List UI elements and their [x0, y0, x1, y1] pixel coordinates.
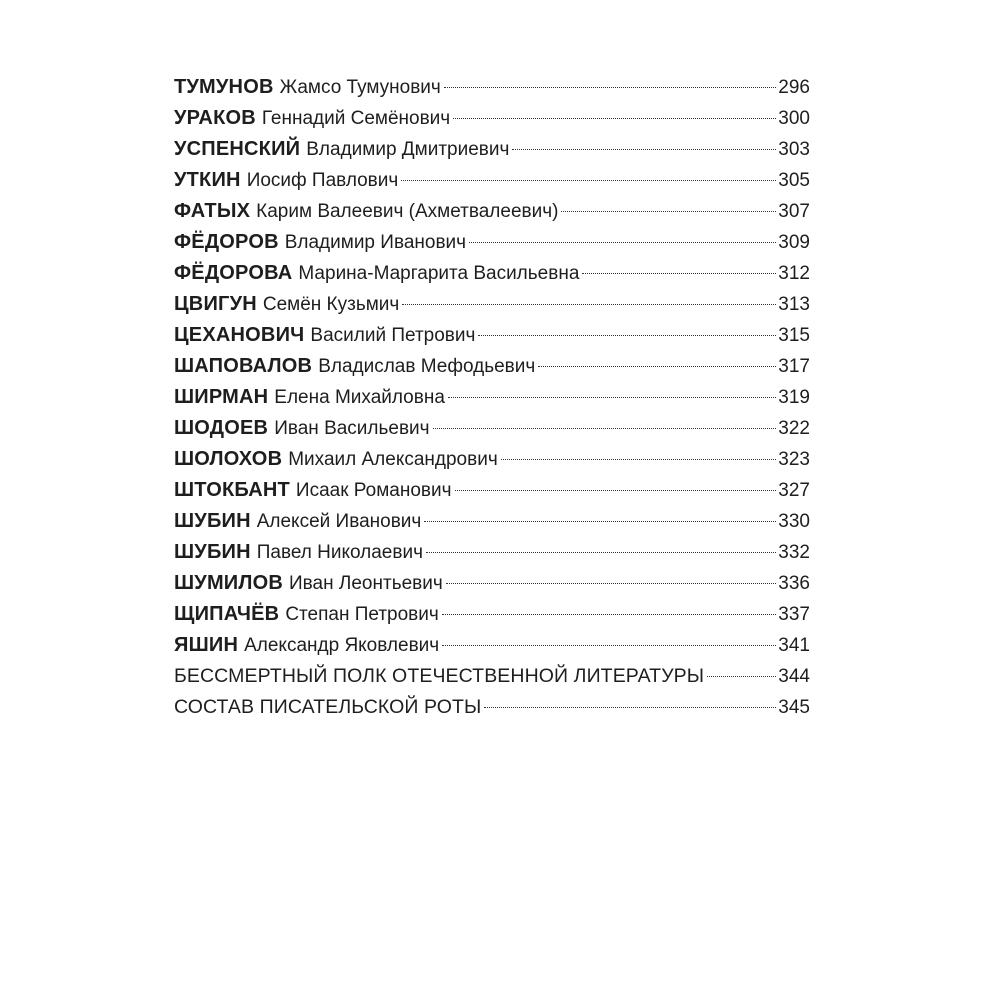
entry-page-number: 337 [778, 604, 810, 625]
section-title: СОСТАВ ПИСАТЕЛЬСКОЙ РОТЫ [174, 696, 482, 718]
toc-entry [174, 506, 810, 537]
entry-surname: УТКИН [174, 169, 241, 191]
dot-leader [501, 459, 777, 460]
entry-given-name: Александр Яковлевич [244, 635, 440, 656]
entry-given-name: Владимир Дмитриевич [306, 139, 510, 160]
entry-given-name: Исаак Романович [295, 480, 452, 501]
dot-leader [707, 676, 776, 677]
dot-leader [448, 397, 776, 398]
toc-entry [174, 413, 810, 444]
dot-leader [484, 707, 776, 708]
toc-section [174, 692, 810, 723]
entry-given-name: Иван Васильевич [274, 418, 430, 439]
dot-leader [442, 614, 777, 615]
toc-entry [174, 320, 810, 351]
entry-page-number: 307 [778, 201, 810, 222]
entry-given-name: Марина-Маргарита Васильевна [298, 263, 580, 284]
entry-page-number: 336 [778, 573, 810, 594]
entry-given-name: Алексей Иванович [256, 511, 422, 532]
dot-leader [433, 428, 777, 429]
entry-surname: УРАКОВ [174, 107, 256, 129]
toc-entry [174, 258, 810, 289]
entry-page-number: 322 [778, 418, 810, 439]
entry-page-number: 312 [778, 263, 810, 284]
entry-given-name: Степан Петрович [285, 604, 439, 625]
entry-page-number: 323 [778, 449, 810, 470]
dot-leader [424, 521, 776, 522]
dot-leader [455, 490, 777, 491]
toc-entry [174, 289, 810, 320]
entry-surname: ШАПОВАЛОВ [174, 355, 313, 377]
entry-surname: ФЁДОРОВ [174, 231, 279, 253]
entry-given-name: Геннадий Семёнович [261, 108, 451, 129]
entry-surname: ЯШИН [174, 634, 239, 656]
entry-page-number: 303 [778, 139, 810, 160]
toc-entry [174, 475, 810, 506]
toc-entry [174, 351, 810, 382]
toc-section [174, 661, 810, 692]
dot-leader [401, 180, 776, 181]
entry-surname: ШТОКБАНТ [174, 479, 290, 501]
entry-given-name: Карим Валеевич (Ахметвалеевич) [256, 201, 559, 222]
toc-entry [174, 72, 810, 103]
dot-leader [442, 645, 776, 646]
section-page-number: 345 [778, 697, 810, 718]
dot-leader [538, 366, 776, 367]
entry-surname: ШУМИЛОВ [174, 572, 284, 594]
dot-leader [444, 87, 776, 88]
toc-entry [174, 196, 810, 227]
entry-surname: ШУБИН [174, 541, 251, 563]
toc-entry [174, 568, 810, 599]
toc-entry [174, 165, 810, 196]
entry-surname: ФАТЫХ [174, 200, 251, 222]
entry-page-number: 330 [778, 511, 810, 532]
toc-entry [174, 537, 810, 568]
toc-entry [174, 382, 810, 413]
dot-leader [453, 118, 776, 119]
toc-entry [174, 599, 810, 630]
entry-given-name: Владислав Мефодьевич [318, 356, 536, 377]
entry-surname: ЦВИГУН [174, 293, 257, 315]
entry-page-number: 300 [778, 108, 810, 129]
entry-page-number: 327 [778, 480, 810, 501]
entry-page-number: 305 [778, 170, 810, 191]
entry-surname: ЦЕХАНОВИЧ [174, 324, 305, 346]
entry-surname: УСПЕНСКИЙ [174, 138, 301, 160]
entry-page-number: 313 [778, 294, 810, 315]
entry-surname: ФЁДОРОВА [174, 262, 293, 284]
dot-leader [426, 552, 776, 553]
entry-given-name: Елена Михайловна [274, 387, 445, 408]
section-page-number: 344 [778, 666, 810, 687]
entry-given-name: Михаил Александрович [288, 449, 498, 470]
entry-given-name: Иосиф Павлович [246, 170, 399, 191]
dot-leader [478, 335, 776, 336]
entry-page-number: 319 [778, 387, 810, 408]
entry-page-number: 315 [778, 325, 810, 346]
entry-surname: ШИРМАН [174, 386, 269, 408]
entry-given-name: Павел Николаевич [256, 542, 423, 563]
toc-entry [174, 134, 810, 165]
entry-surname: ШОЛОХОВ [174, 448, 283, 470]
entry-given-name: Владимир Иванович [284, 232, 467, 253]
entry-page-number: 309 [778, 232, 810, 253]
toc-entry [174, 630, 810, 661]
section-title: БЕССМЕРТНЫЙ ПОЛК ОТЕЧЕСТВЕННОЙ ЛИТЕРАТУРЫ [174, 665, 705, 687]
entry-given-name: Жамсо Тумунович [279, 77, 441, 98]
entry-given-name: Василий Петрович [310, 325, 476, 346]
entry-given-name: Иван Леонтьевич [289, 573, 443, 594]
dot-leader [512, 149, 776, 150]
entry-page-number: 341 [778, 635, 810, 656]
entry-page-number: 296 [778, 77, 810, 98]
entry-surname: ШУБИН [174, 510, 251, 532]
table-of-contents [174, 72, 810, 723]
dot-leader [582, 273, 776, 274]
dot-leader [561, 211, 776, 212]
entry-page-number: 317 [778, 356, 810, 377]
dot-leader [402, 304, 776, 305]
entry-page-number: 332 [778, 542, 810, 563]
entry-surname: ТУМУНОВ [174, 76, 274, 98]
entry-given-name: Семён Кузьмич [262, 294, 400, 315]
entry-surname: ЩИПАЧЁВ [174, 603, 280, 625]
toc-entry [174, 103, 810, 134]
dot-leader [446, 583, 777, 584]
toc-entry [174, 444, 810, 475]
dot-leader [469, 242, 776, 243]
toc-entry [174, 227, 810, 258]
entry-surname: ШОДОЕВ [174, 417, 269, 439]
